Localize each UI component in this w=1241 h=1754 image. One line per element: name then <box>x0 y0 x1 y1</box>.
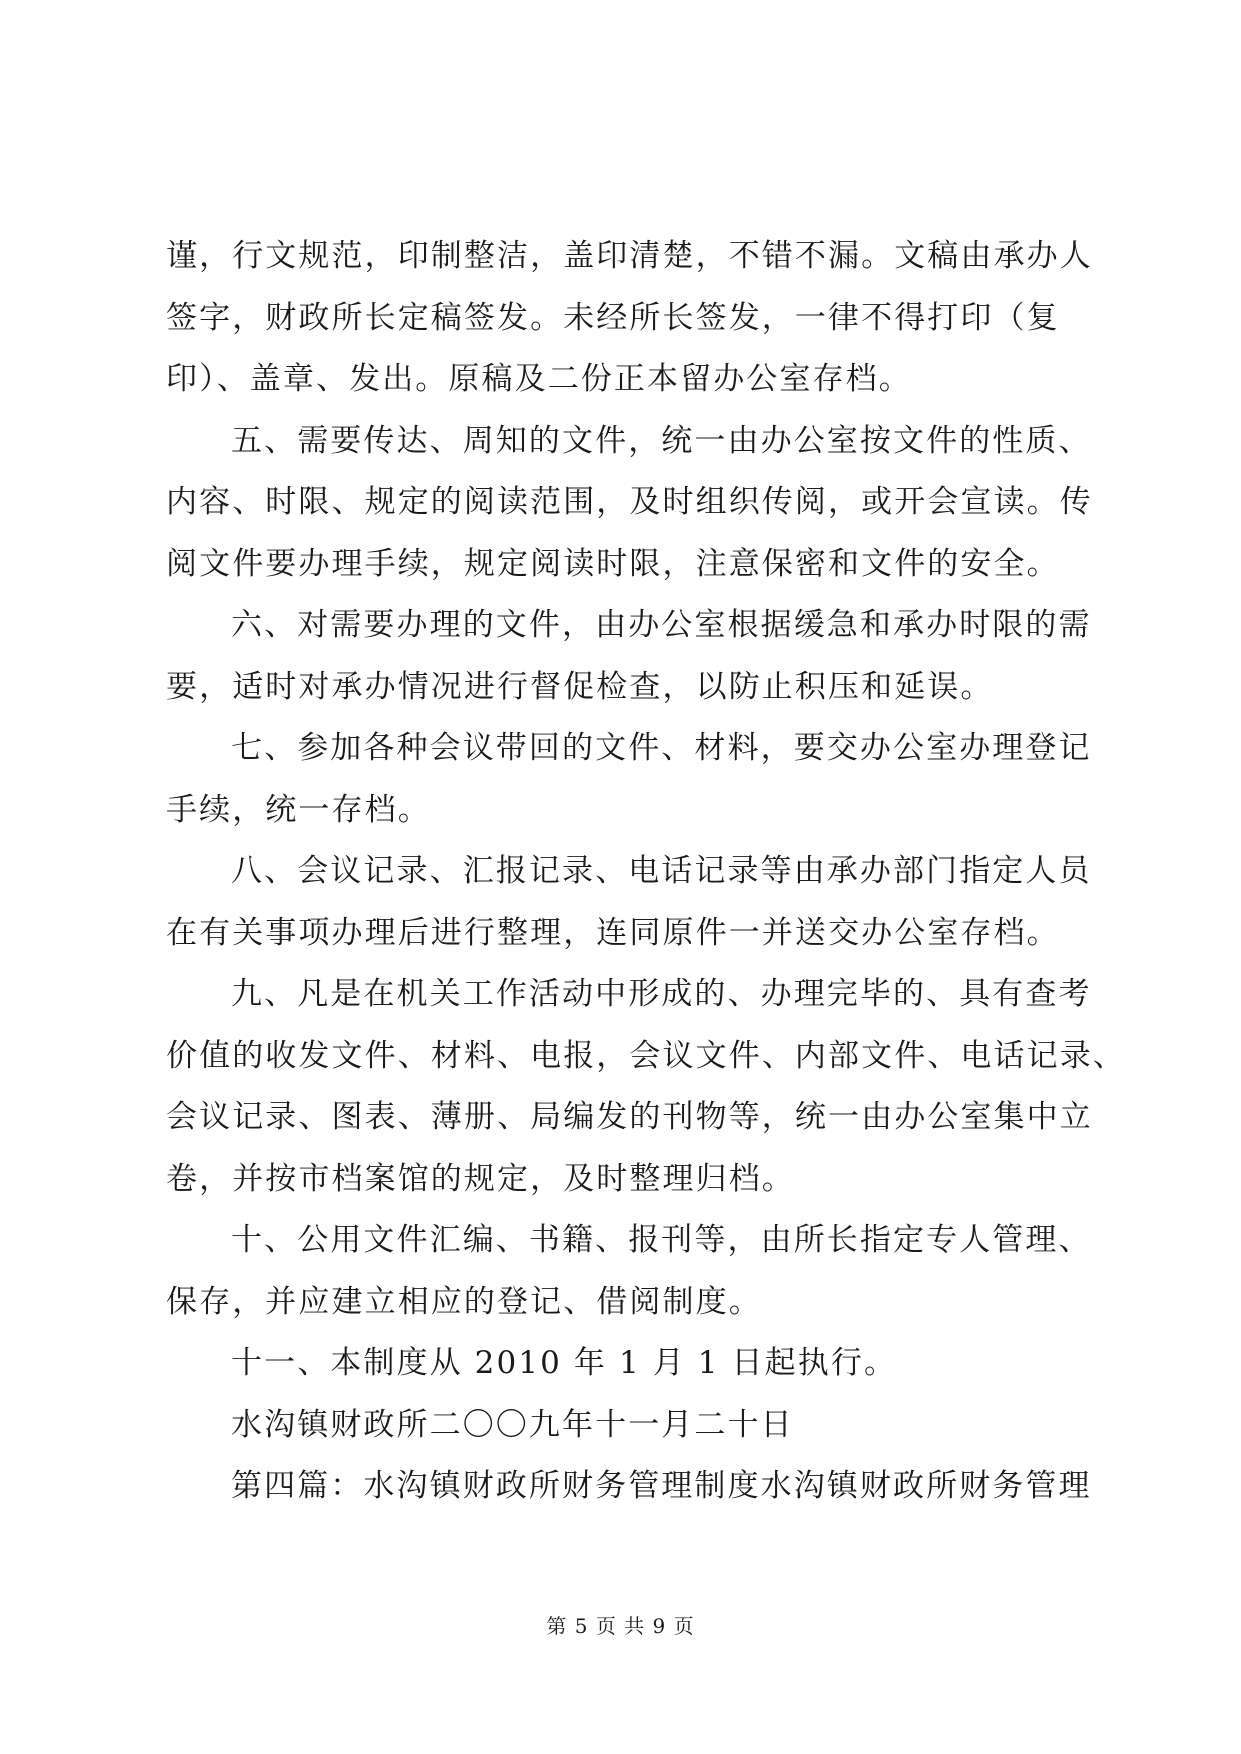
paragraph-five: 五、需要传达、周知的文件，统一由办公室按文件的性质、 <box>231 422 1092 459</box>
text-line: 要，适时对承办情况进行督促检查，以防止积压和延误。 <box>166 668 994 705</box>
paragraph-eight: 八、会议记录、汇报记录、电话记录等由承办部门指定人员 <box>231 853 1092 889</box>
paragraph-seven: 七、参加各种会议带回的文件、材料，要交办公室办理登记 <box>231 730 1092 766</box>
paragraph-six: 六、对需要办理的文件，由办公室根据缓急和承办时限的需 <box>231 607 1092 643</box>
text-line: 谨，行文规范，印制整洁，盖印清楚，不错不漏。文稿由承办人 <box>166 238 1093 274</box>
text-line: 在有关事项办理后进行整理，连同原件一并送交办公室存档。 <box>166 914 1060 951</box>
document-body <box>166 226 1126 1518</box>
text-line: 签字，财政所长定稿签发。未经所长签发，一律不得打印（复 <box>166 299 1060 336</box>
page-number-footer: 第 5 页 共 9 页 <box>546 1614 695 1638</box>
text-line: 手续，统一存档。 <box>166 791 431 828</box>
text-line: 阅文件要办理手续，规定阅读时限，注意保密和文件的安全。 <box>166 545 1060 582</box>
paragraph-ten: 十、公用文件汇编、书籍、报刊等，由所长指定专人管理、 <box>231 1222 1092 1258</box>
text-line: 价值的收发文件、材料、电报，会议文件、内部文件、电话记录、 <box>166 1037 1126 1074</box>
text-line: 印）、盖章、发出。原稿及二份正本留办公室存档。 <box>166 361 912 397</box>
text-line: 内容、时限、规定的阅读范围，及时组织传阅，或开会宣读。传 <box>166 484 1093 520</box>
text-line: 卷，并按市档案馆的规定，及时整理归档。 <box>166 1160 795 1197</box>
text-line: 会议记录、图表、薄册、局编发的刊物等，统一由办公室集中立 <box>166 1099 1093 1135</box>
paragraph-eleven: 十一、本制度从 2010 年 1 月 1 日起执行。 <box>231 1345 898 1381</box>
section-heading: 第四篇：水沟镇财政所财务管理制度水沟镇财政所财务管理 <box>231 1468 1092 1504</box>
signature-date-line: 水沟镇财政所二〇〇九年十一月二十日 <box>231 1406 794 1443</box>
paragraph-nine: 九、凡是在机关工作活动中形成的、办理完毕的、具有查考 <box>231 976 1092 1012</box>
text-line: 保存，并应建立相应的登记、借阅制度。 <box>166 1283 762 1320</box>
